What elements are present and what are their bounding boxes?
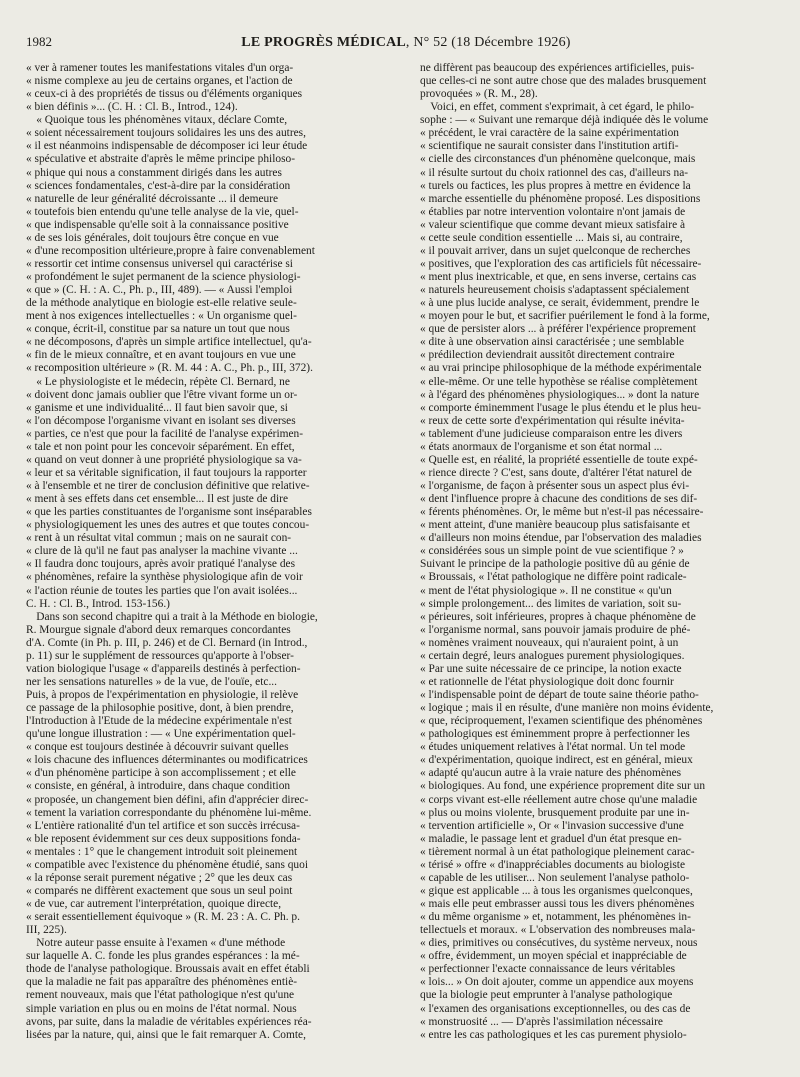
- left-column: [26, 62, 392, 1042]
- paragraph: Notre auteur passe ensuite à l'examen « d'une méthode sur laquelle A. C. fonde les plus grandes espérances : la mé- thode de l'analyse pathologique. Broussais avait en effet établi que la maladie ne fait pas apparaître des phénomènes entiè- rement nouveaux, mais que l'état pathologique n'est qu'une simple variation en plus ou en moins de l'état normal. Nous avons, par suite, dans la maladie de véritables expériences réa- lisées par la nature, qui, ainsi que le fait remarquer A. Comte,: [26, 937, 312, 1041]
- right-column: [420, 62, 786, 1042]
- paragraph: « ver à ramener toutes les manifestations vitales d'un orga- « nisme complexe au jeu de certains organes, et l'action de « ceux-ci à des propriétés de tissus ou d'éléments organiques « bien définis »... (C. H. : Cl. B., Introd., 124).: [26, 62, 303, 114]
- journal-name: LE PROGRÈS MÉDICAL: [241, 35, 406, 50]
- running-title: [241, 35, 570, 51]
- page-number: 1982: [26, 34, 52, 49]
- paragraph: Voici, en effet, comment s'exprimait, à cet égard, le philo- sophe : — « Suivant une remarque déjà indiquée dès le volume « précédent, le vrai caractère de la saine expérimentation « scientifique ne saurait consister dans l'institution artifi- « cielle des circonstances d'un phénomène quelconque, mais « il résulte surtout du choix rationnel des cas, d'ailleurs na- « turels ou factices, les plus propres à mettre en évidence la « marche essentielle du phénomène proposé. Les dispositions « établies par notre intervention volontaire n'ont jamais de « valeur scientifique que comme devant mieux satisfaire à « cette seule condition essentielle ... Mais si, au contraire, « il pouvait arriver, dans un sujet quelconque de recherches « positives, que l'exploration des cas artificiels fût nécessaire- « ment plus inextricable, et que, en sens inverse, certains cas « naturels heureusement choisis s'adaptassent spécialement « à une plus lucide analyse, ce serait, évidemment, prendre le « moyen pour le but, et sacrifier puérilement le fond à la forme, « que de persister alors ... à préférer l'expérience proprement « dite à une observation ainsi caractérisée ; une semblable « prédilection deviendrait aussitôt directement contraire « au vrai principe philosophique de la méthode expérimentale « elle-même. Or une telle hypothèse se réalise complètement « à l'égard des phénomènes physiologiques... » dont la nature « comporte éminemment l'usage le plus étendu et le plus heu- « reux de cette sorte d'expérimentation qui résulte inévita- « tablement d'une judicieuse comparaison entre les divers « états anormaux de l'organisme et son état normal ... « Quelle est, en réalité, la propriété essentielle de toute expé- « rience directe ? C'est, sans doute, d'altérer l'état naturel de « l'organisme, de façon à présenter sous un aspect plus évi- « dent l'influence propre à chacune des conditions de ses dif- « férents phénomènes. Or, le même but n'est-il pas nécessaire- « ment atteint, d'une manière beaucoup plus satisfaisante et « d'ailleurs non moins étendue, par l'observation des maladies « considérées sous un simple point de vue scientifique ? » Suivant le principe de la pathologie positive dû au génie de « Broussais, « l'état pathologique ne diffère point radicale- « ment de l'état physiologique ». Il ne constitue « qu'un « simple prolongement... des limites de variation, soit su- « périeures, soit inférieures, propres à chaque phénomène de « l'organisme normal, sans pouvoir jamais produire de phé- « nomènes vraiment nouveaux, qui n'auraient point, à un « certain degré, leurs analogues purement physiologiques. « Par une suite nécessaire de ce principe, la notion exacte « et rationnelle de l'état physiologique doit donc fournir « l'indispensable point de départ de toute saine théorie patho- « logique ; mais il en résulte, d'une manière non moins évidente, « que, réciproquement, l'examen scientifique des phénomènes « pathologiques est éminemment propre à perfectionner les « études uniquement relatives à l'état normal. Un tel mode « d'expérimentation, quoique indirect, est en général, mieux « adapté qu'aucun autre à la vraie nature des phénomènes « biologiques. Au fond, une expérience proprement dite sur un « corps vivant est-elle réellement autre chose qu'une maladie « plus ou moins violente, brusquement produite par une in- « tervention artificielle », Or « l'invasion successive d'une « maladie, le passage lent et graduel d'un état presque en- « tièrement normal à un état pathologique pleinement carac- « térisé » offre « d'inappréciables documents au biologiste « capable de les utiliser... Non seulement l'analyse patholo- « gique est applicable ... à tous les organismes quelconques, « mais elle peut embrasser aussi tous les divers phénomènes « du même organisme » et, notamment, les phénomènes in- tellectuels et moraux. « L'observation des nombreuses mala- « dies, primitives ou consécutives, du système nerveux, nous « offre, évidemment, un moyen spécial et inappréciable de « perfectionner l'exacte connaissance de leurs véritables « lois... » On doit ajouter, comme un appendice aux moyens que la biologie peut emprunter à l'analyse pathologique « l'examen des organisations exceptionnelles, ou des cas de « monstruosité ... — D'après l'assimilation nécessaire « entre les cas pathologiques et les cas purement physiolo-: [420, 101, 714, 1041]
- page-header: [26, 34, 786, 56]
- issue-date: , N° 52 (18 Décembre 1926): [405, 35, 571, 50]
- text-columns: [26, 62, 786, 1042]
- paragraph: ne diffèrent pas beaucoup des expériences artificielles, puis- que celles-ci ne sont autre chose que des malades brusquement provoquées » (R. M., 28).: [420, 62, 707, 101]
- paragraph: « Quoique tous les phénomènes vitaux, déclare Comte, « soient nécessairement toujours solidaires les uns des autres, « il est néanmoins indispensable de décomposer ici leur étude « spéculative et abstraite d'après le même principe philoso- « phique qui nous a constamment dirigés dans les autres « sciences fondamentales, c'est-à-dire par la considération « naturelle de leur généralité décroissante ... il demeure « toutefois bien entendu qu'une telle analyse de la vie, quel- « que indispensable qu'elle soit à la connaissance positive « de ses lois générales, doit toujours être conçue en vue « d'une recomposition ultérieure,propre à faire convenablement « ressortir cet intime consensus universel qui caractérise si « profondément le sujet permanent de la science physiologi- « que » (C. H. : A. C., Ph. p., III, 489). — « Aussi l'emploi de la méthode analytique en biologie est-elle relative seule- ment à nos exigences intellectuelles : « Un organisme quel- « conque, écrit-il, constitue par sa nature un tout que nous « ne décomposons, d'après un simple artifice intellectuel, qu'a- « fin de le mieux connaître, et en avant toujours en vue une « recomposition ultérieure » (R. M. 44 : A. C., Ph. p., III, 372).: [26, 114, 315, 375]
- paragraph: « Le physiologiste et le médecin, répète Cl. Bernard, ne « doivent donc jamais oublier que l'être vivant forme un or- « ganisme et une individualité... Il faut bien savoir que, si « l'on décompose l'organisme vivant en isolant ses diverses « parties, ce n'est que pour la facilité de l'analyse expérimen- « tale et non point pour les concevoir séparément. En effet, « quand on veut donner à une propriété physiologique sa va- « leur et sa véritable signification, il faut toujours la rapporter « à l'ensemble et ne tirer de conclusion définitive que relative- « ment à ses effets dans cet ensemble... Il est juste de dire « que les parties constituantes de l'organisme sont inséparables « physiologiquement les unes des autres et que toutes concou- « rent à un résultat vital commun ; mais on ne saurait con- « clure de là qu'il ne faut pas analyser la machine vivante ... « Il faudra donc toujours, après avoir pratiqué l'analyse des « phénomènes, refaire la synthèse physiologique afin de voir « l'action réunie de toutes les parties que l'on avait isolées... C. H. : Cl. B., Introd. 153-156.): [26, 375, 312, 610]
- paragraph: Dans son second chapitre qui a trait à la Méthode en biologie, R. Mourgue signale d'abord deux remarques concordantes d'A. Comte (in Ph. p. III, p. 246) et de Cl. Bernard (in Introd., p. 11) sur le supplément de ressources qu'apporte à l'obser- vation biologique l'usage « d'appareils destinés à perfection- ner les sensations naturelles » de la vue, de l'ouïe, etc... Puis, à propos de l'expérimentation en physiologie, il relève ce passage de la philosophie positive, dont, à bien prendre, l'Introduction à l'Etude de la médecine expérimentale n'est qu'une longue illustration : — « Une expérimentation quel- « conque est toujours destinée à découvrir suivant quelles « lois chacune des influences déterminantes ou modificatrices « d'un phénomène participe à son accomplissement ; et elle « consiste, en général, à introduire, dans chaque condition « proposée, un changement bien défini, afin d'apprécier direc- « tement la variation correspondante du phénomène lui-même. « L'entière rationalité d'un tel artifice et son succès irrécusa- « ble reposent évidemment sur ces deux suppositions fonda- « mentales : 1° que le changement introduit soit pleinement « compatible avec l'existence du phénomène étudié, sans quoi « la réponse serait purement négative ; 2° que les deux cas « comparés ne diffèrent exactement que sous un seul point « de vue, car autrement l'interprétation, quoique directe, « serait essentiellement équivoque » (R. M. 23 : A. C. Ph. p. III, 225).: [26, 610, 318, 937]
